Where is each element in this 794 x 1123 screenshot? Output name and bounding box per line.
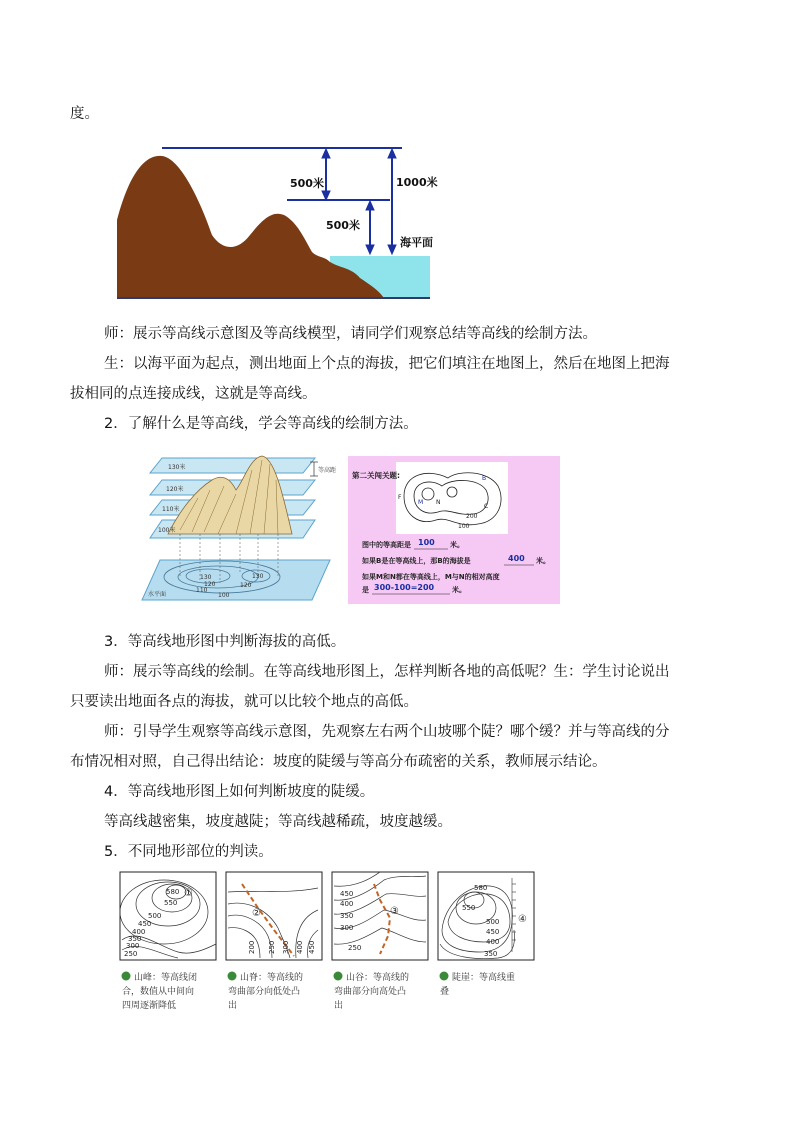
quiz-q3-answer: 300-100=200	[374, 583, 435, 592]
caption-valley	[334, 971, 410, 1011]
svg-text:400: 400	[340, 900, 354, 908]
svg-text:550: 550	[164, 899, 178, 907]
svg-text:山峰：等高线闭: 山峰：等高线闭	[134, 973, 198, 983]
caption-peak	[122, 971, 198, 1011]
panel-ridge	[226, 872, 322, 960]
caption-cliff	[440, 971, 516, 997]
svg-text:350: 350	[340, 912, 354, 920]
plane-label-base: 水平面	[148, 591, 167, 598]
quiz-map-box	[396, 462, 508, 534]
arrow-500-upper	[322, 149, 330, 200]
paragraph-student-1b: 拔相同的点连接成线，这就是等高线。	[70, 386, 317, 402]
svg-text:合，数值从中间向: 合，数值从中间向	[122, 987, 195, 997]
contour-label-5: 120	[240, 582, 252, 589]
quiz-q2-prefix: 如果B是在等高线上，那B的海拔是	[362, 557, 471, 565]
svg-text:出: 出	[334, 1001, 344, 1011]
paragraph-teacher-3a: 师：引导学生观察等高线示意图，先观察左右两个山坡哪个陡？哪个缓？并与等高线的分	[104, 724, 670, 740]
quiz-q3-unit: 米。	[452, 586, 466, 594]
contour-label-1: 120	[204, 581, 216, 588]
paragraph-rule: 等高线越密集，坡度越陡；等高线越稀疏，坡度越缓。	[104, 814, 452, 830]
text-line-top: 度。	[70, 106, 99, 122]
svg-text:山脊：等高线的: 山脊：等高线的	[240, 973, 304, 983]
svg-text:叠: 叠	[440, 987, 450, 997]
svg-text:500: 500	[486, 918, 500, 926]
map-label-b: B	[482, 475, 487, 482]
contour-label-2: 110	[196, 587, 208, 594]
svg-text:250: 250	[124, 950, 138, 958]
svg-text:400: 400	[486, 938, 500, 946]
cliff-marker: ④	[518, 914, 527, 925]
svg-text:450: 450	[486, 928, 500, 936]
ridge-marker: ②	[252, 908, 261, 919]
quiz-q1-unit: 米。	[450, 541, 464, 549]
label-1000: 1000米	[396, 176, 438, 189]
svg-text:400: 400	[296, 940, 304, 954]
svg-text:300: 300	[126, 942, 140, 950]
caption-ridge	[228, 971, 304, 1011]
contour-label-0: 130	[200, 574, 212, 581]
svg-text:山谷：等高线的: 山谷：等高线的	[346, 973, 410, 983]
figure-quiz-panel	[348, 456, 560, 604]
svg-text:出: 出	[228, 1001, 238, 1011]
quiz-q3-prefix: 是	[362, 586, 369, 594]
svg-text:350: 350	[128, 935, 142, 943]
label-500-lower: 500米	[326, 219, 360, 232]
svg-text:350: 350	[484, 950, 498, 958]
figure-terrain-types	[118, 870, 538, 1022]
map-label-n: N	[436, 499, 441, 506]
svg-text:450: 450	[138, 920, 152, 928]
map-label-c: C	[484, 503, 489, 510]
quiz-q1-prefix: 图中的等高距是	[362, 541, 411, 549]
svg-text:四周逐渐降低: 四周逐渐降低	[122, 1001, 177, 1011]
svg-text:450: 450	[340, 890, 354, 898]
svg-text:250: 250	[348, 944, 362, 952]
plane-label-130: 130米	[168, 464, 186, 471]
panel-cliff	[438, 872, 534, 960]
heading-5: 5．不同地形部位的判读。	[104, 844, 273, 860]
paragraph-student-1a: 生：以海平面为起点，测出地面上个点的海拔，把它们填注在地图上，然后在地图上把海	[104, 356, 670, 372]
heading-4: 4．等高线地形图上如何判断坡度的陡缓。	[104, 784, 375, 800]
plane-label-100: 100米	[158, 527, 176, 534]
quiz-q2-answer: 400	[508, 554, 525, 563]
plane-label-120: 120米	[166, 486, 184, 493]
label-sea-level: 海平面	[400, 236, 433, 249]
panel-valley	[332, 872, 428, 960]
heading-3: 3．等高线地形图中判断海拔的高低。	[104, 634, 346, 650]
quiz-title: 第二关闯关题:	[352, 471, 400, 480]
paragraph-teacher-1: 师：展示等高线示意图及等高线模型，请同学们观察总结等高线的绘制方法。	[104, 326, 597, 342]
contour-label-3: 100	[218, 592, 230, 599]
svg-text:250: 250	[268, 940, 276, 954]
svg-text:陡崖：等高线重: 陡崖：等高线重	[452, 973, 516, 983]
map-label-f: F	[398, 494, 402, 501]
arrow-1000	[388, 149, 396, 254]
svg-text:450: 450	[308, 940, 316, 954]
svg-text:580: 580	[474, 884, 488, 892]
valley-marker: ③	[390, 906, 399, 917]
svg-text:300: 300	[340, 924, 354, 932]
svg-text:550: 550	[462, 904, 476, 912]
panel-peak	[120, 872, 216, 960]
paragraph-teacher-2a: 师：展示等高线的绘制。在等高线地形图上，怎样判断各地的高低呢？生：学生讨论说出	[104, 664, 670, 680]
label-interval: 等高距	[318, 467, 337, 474]
svg-text:弯曲部分向低处凸: 弯曲部分向低处凸	[228, 987, 301, 997]
label-500-upper: 500米	[290, 177, 324, 190]
paragraph-teacher-2b: 只要读出地面各点的海拔，就可以比较个地点的高低。	[70, 694, 418, 710]
svg-text:200: 200	[248, 940, 256, 954]
svg-text:弯曲部分向高处凸: 弯曲部分向高处凸	[334, 987, 407, 997]
peak-marker: ①	[184, 888, 193, 899]
quiz-q1-answer: 100	[418, 538, 435, 547]
paragraph-teacher-3b: 布情况相对照，自己得出结论：坡度的陡缓与等高分布疏密的关系，教师展示结论。	[70, 754, 607, 770]
peak-contour-580: 580	[166, 888, 180, 896]
base-plane	[142, 560, 330, 600]
figure-contour-model	[140, 450, 340, 602]
arrow-500-lower	[366, 201, 374, 254]
heading-2: 2．了解什么是等高线，学会等高线的绘制方法。	[104, 416, 418, 432]
figure-mountain-section	[112, 140, 442, 305]
quiz-q3-line1: 如果M和N都在等高线上，M与N的相对高度	[362, 573, 500, 581]
plane-label-110: 110米	[162, 506, 180, 513]
svg-text:400: 400	[132, 928, 146, 936]
svg-text:500: 500	[148, 912, 162, 920]
svg-text:300: 300	[282, 940, 290, 954]
map-label-200: 200	[466, 513, 478, 520]
quiz-q2-unit: 米。	[536, 557, 550, 565]
map-label-100: 100	[458, 523, 470, 530]
interval-marker	[310, 462, 318, 476]
map-label-m: M	[418, 499, 424, 506]
contour-label-4: 130	[252, 573, 264, 580]
